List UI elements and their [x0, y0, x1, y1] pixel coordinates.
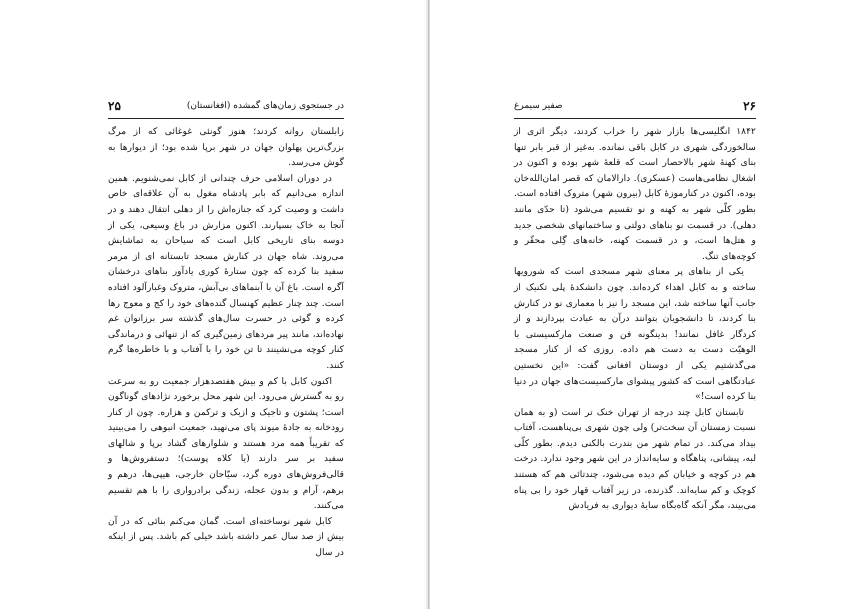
left-page	[0, 0, 428, 609]
right-page	[430, 0, 858, 609]
right-paragraph: تابستان کابل چند درجه از تهران خنک تر است (و به همان نسبت زمستان آن سخت‌تر) ولی چون شهری بی‌پناهست، آفتاب بیداد می‌کند. در تمام شهر من بندرت بالکنی دیدم. بطور کلّی لبه، پیشانی، پناهگاه و سایه‌انداز در این شهر وجود ندارد. درخت هم در کوچه و خیابان کم دیده می‌شود، چندتائی هم که هستند کوچک و کم سایه‌اند. گذرنده، در زیر آفتاب قهار خود را بی پناه می‌بیند، مگر آنکه گاه‌بگاه سایهٔ دیواری به فریادش	[514, 406, 756, 512]
left-running-title: در جستجوی زمان‌های گمشده (افغانستان)	[186, 101, 344, 111]
right-page-header	[514, 100, 756, 119]
right-page-number: ۲۶	[743, 99, 756, 113]
left-paragraph: کابل شهر نوساخته‌ای است. گمان می‌کنم بنائی که در آن بیش از صد سال عمر داشته باشد خیلی کم باشد. پس از اینکه در سال	[108, 515, 344, 559]
left-paragraph: زابلستان روانه کردند؛ هنوز گونئی غوغائی که از مرگ بزرگ‌ترین پهلوان جهان در شهر برپا شده بود؛ از دیوارها به گوش می‌رسد.	[108, 126, 344, 169]
left-page-header	[108, 100, 344, 119]
right-paragraph: یکی از بناهای پر معنای شهر مسجدی است که شورویها ساخته و به کابل اهداء کرده‌اند. چون دانشکدهٔ پلی تکنیک از جانب آنها ساخته شد، این مسجد را نیز با معماری نو در کنارش بنا کردند، تا دانشجویان بتوانند درآن به عبادت بپردازند و از کردگار غافل نمانند! بدینگونه فن و صنعت مارکسیستی با الوهیّت دست به دست هم داده. روزی که از کنار مسجد می‌گذشتیم یکی از دوستان افغانی گفت: «این نخستین عبادتگاهی است که کشور پیشوای مارکسیست‌های جهان در دنیا بنا کرده است!»	[514, 266, 756, 403]
right-page-body	[514, 124, 756, 514]
left-page-number: ۲۵	[108, 99, 121, 113]
left-paragraph: در دوران اسلامی حرف چندانی از کابل نمی‌شنویم. همین اندازه می‌دانیم که بابر پادشاه مغول به آن علاقه‌ای خاص داشت و وصیت کرد که جنازه‌اش را از دهلی انتقال دهند و در آنجا به خاک بسپارند. اکنون مزارش در باغ وسیعی، یکی از دوسه بنای تاریخی کابل است که سیاحان به تماشایش می‌روند. شاه جهان در کنارش مسجد تابستانه ای از مرمر سفید بنا کرده که چون ستارهٔ کوری یادآور بناهای درخشان آگره است. باغ آن با آبنماهای بی‌آبش، متروک وغبارآلود افتاده است. چند چنار عظیم کهنسال گنده‌های خود را کج و معوج رها کرده و گوئی در حسرت سال‌های گذشته سر برزانوان غم نهاده‌اند، مانند پیر مردهای زمین‌گیری که از تنهائی و درماندگی کنار کوچه می‌نشینند تا تن خود را با آفتاب و با خاطره‌ها گرم کنند.	[108, 172, 344, 371]
left-paragraph: اکنون کابل با کم و بیش هفتصدهزار جمعیت رو به سرعت رو به گسترش می‌رود. این شهر محل برخورد نژادهای گوناگون است؛ پشتون و تاجیک و ازبک و ترکمن و هزاره. چون از کنار رودخانه به جادهٔ میوند پای می‌نهید، جمعیت انبوهی را می‌بینید که تقریباً همه مرد هستند و شلوارهای گشاد برپا و شالهای سفید بر سر دارند (یا کلاه پوست)؛ دستفروش‌ها و قالی‌فروش‌های دوره گرد، سیّاحان خارجی، هیپی‌ها، درهم و برهم، آرام و بدون عجله، زندگی برادرواری را با هم تقسیم می‌کنند.	[108, 375, 344, 512]
left-page-body	[108, 124, 344, 561]
right-running-title: صفیر سیمرغ	[514, 101, 563, 111]
right-paragraph: ۱۸۴۲ انگلیسی‌ها بازار شهر را خراب کردند، دیگر اثری از سالخوردگی شهری در کابل باقی نمانده. به‌غیر از قبر بابر تنها بنای کهنهٔ شهر بالاحصار است که قلعهٔ شهر بوده و اکنون در اشغال نظامی‌هاست (عسکری). دارالامان که قصر امان‌الله‌خان بوده، اکنون در کنارموزهٔ کابل (بیرون شهر) متروک افتاده است. بطور کلّی شهر به کهنه و نو تقسیم می‌شود (تا حدّی مانند دهلی). در قسمت نو بناهای دولتی و ساختمانهای شخصی جدید و هتل‌ها است، و در قسمت کهنه، خانه‌های گِلی محقّر و کوچه‌های تنگ.	[514, 126, 756, 262]
